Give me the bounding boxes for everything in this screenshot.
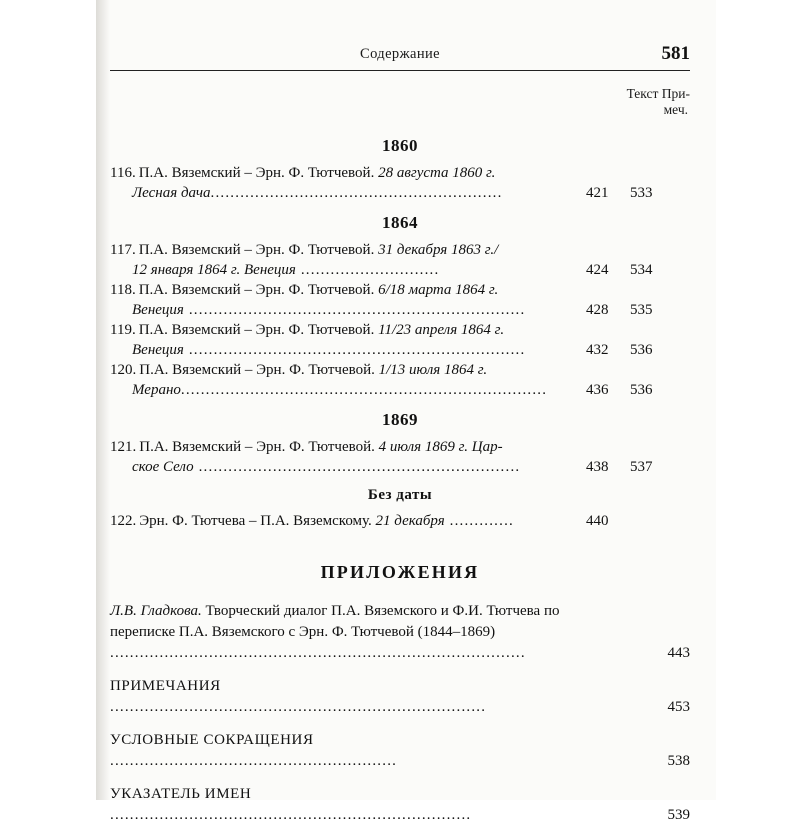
toc-entry-line2-italic: Лесная дача bbox=[132, 184, 211, 201]
appendix-line-page: 538 bbox=[667, 753, 690, 769]
toc-entry-line1-italic: 11/23 апреля 1864 г. bbox=[378, 322, 505, 338]
appendix-line-leader-dots: .......................................................... bbox=[110, 752, 398, 769]
appendix-line-label: УСЛОВНЫЕ СОКРАЩЕНИЯ bbox=[110, 731, 314, 748]
toc-entry-leader-dots: .......................................................................... bbox=[180, 381, 548, 398]
toc-entry-note-page: 535 bbox=[630, 301, 653, 318]
appendix-line bbox=[110, 784, 690, 826]
contents-body bbox=[110, 126, 690, 838]
toc-entry-leader-dots: ................................................................. bbox=[193, 458, 521, 475]
toc-entry-leader-dots: ............................ bbox=[295, 261, 440, 278]
appendix-line-page: 453 bbox=[667, 699, 690, 715]
toc-entry-pages bbox=[586, 381, 690, 401]
toc-entry-number: 122. bbox=[110, 513, 137, 529]
toc-entry-leader-dots: .................................................................... bbox=[183, 301, 526, 318]
toc-entry-text-page: 432 bbox=[586, 341, 609, 358]
toc-entry bbox=[110, 321, 690, 360]
toc-entry bbox=[110, 164, 690, 203]
appendix-line-text bbox=[110, 730, 590, 772]
toc-entry-pages bbox=[586, 261, 690, 281]
toc-entry-text bbox=[110, 241, 602, 280]
toc-entry-text bbox=[110, 438, 602, 477]
toc-entry-line1-italic: 1/13 июля 1864 г. bbox=[378, 362, 488, 378]
toc-entry-line2-italic: Мерано bbox=[132, 381, 181, 398]
appendix-line-text bbox=[110, 784, 590, 826]
toc-entry-leader-dots: ........................................................... bbox=[210, 184, 503, 201]
toc-entry-number: 118. bbox=[110, 282, 136, 298]
toc-entry-pages bbox=[586, 341, 690, 361]
page-number: 581 bbox=[661, 43, 690, 64]
toc-entry bbox=[110, 438, 690, 477]
toc-entry bbox=[110, 241, 690, 280]
appendix-line-page: 539 bbox=[667, 807, 690, 823]
toc-entry-line2-italic: Венеция bbox=[132, 341, 184, 358]
toc-entry-line1-italic: 31 декабря 1863 г./ bbox=[378, 242, 499, 258]
appendix-entry-author: Л.В. Гладкова. bbox=[110, 602, 202, 619]
toc-entry-pages bbox=[586, 458, 690, 478]
section-year-heading: 1860 bbox=[382, 136, 418, 155]
toc-entry-line1-italic: 21 декабря bbox=[375, 513, 445, 529]
appendix-line-label: УКАЗАТЕЛЬ ИМЕН bbox=[110, 785, 252, 802]
toc-entry-number: 119. bbox=[110, 322, 136, 338]
appendix-entry-page: 443 bbox=[667, 645, 690, 661]
toc-entry-text-page: 440 bbox=[586, 513, 609, 529]
toc-entry-text-page: 436 bbox=[586, 381, 609, 398]
appendix-entry bbox=[110, 601, 690, 664]
toc-entry bbox=[110, 361, 690, 400]
toc-entry-pages bbox=[586, 512, 690, 532]
section-year-heading: 1869 bbox=[382, 410, 418, 429]
toc-entry-line2-italic: ское Село bbox=[132, 458, 194, 475]
toc-entry-text-page: 438 bbox=[586, 458, 609, 475]
toc-entry-text bbox=[110, 321, 602, 360]
toc-entry-note-page: 534 bbox=[630, 261, 653, 278]
toc-entry-line1-plain: П.А. Вяземский – Эрн. Ф. Тютчевой. bbox=[139, 439, 379, 455]
toc-entry-pages bbox=[586, 301, 690, 321]
toc-entry-note-page: 533 bbox=[630, 184, 653, 201]
toc-entry-leader-dots: .................................................................... bbox=[183, 341, 526, 358]
toc-entry bbox=[110, 281, 690, 320]
running-head-title: Содержание bbox=[360, 46, 440, 62]
appendix-line-leader-dots: ......................................................................... bbox=[110, 806, 472, 823]
page-content bbox=[110, 0, 690, 823]
toc-entry-text-page: 424 bbox=[586, 261, 609, 278]
toc-entry-line2-italic: 12 января 1864 г. Венеция bbox=[132, 261, 296, 278]
appendix-entry-title: Творческий диалог П.А. Вяземского и Ф.И. Тютчева по переписке П.А. Вяземского с Эрн. Ф. Тютчевой (1844–1869) bbox=[110, 602, 560, 640]
toc-entry-leader-dots: ............. bbox=[444, 513, 514, 529]
appendix-heading: ПРИЛОЖЕНИЯ bbox=[320, 561, 480, 582]
toc-entry-text bbox=[110, 361, 602, 400]
toc-entry-line2-italic: Венеция bbox=[132, 301, 184, 318]
column-headers bbox=[580, 86, 690, 118]
toc-entry-line1-plain: П.А. Вяземский – Эрн. Ф. Тютчевой. bbox=[138, 165, 379, 181]
running-head bbox=[110, 43, 690, 68]
appendix-entry-leader-dots: .................................................................................... bbox=[110, 644, 526, 661]
column-header-line-1: Текст При- bbox=[626, 86, 690, 101]
toc-entry-line1-plain: П.А. Вяземский – Эрн. Ф. Тютчевой. bbox=[138, 322, 379, 338]
toc-entry-pages bbox=[586, 184, 690, 204]
appendix-entry-text bbox=[110, 601, 590, 664]
toc-entry-text bbox=[110, 281, 602, 320]
toc-entry-line1-italic: 28 августа 1860 г. bbox=[378, 165, 496, 181]
section-year-heading: Без даты bbox=[367, 487, 433, 503]
appendix-line-text bbox=[110, 676, 590, 718]
toc-entry-line1-plain: П.А. Вяземский – Эрн. Ф. Тютчевой. bbox=[138, 242, 379, 258]
toc-entry-line1-italic: 6/18 марта 1864 г. bbox=[378, 282, 499, 298]
appendix-line bbox=[110, 730, 690, 772]
toc-entry-number: 121. bbox=[110, 439, 137, 455]
toc-entry-note-page: 537 bbox=[630, 458, 653, 475]
appendix-line-leader-dots: ............................................................................ bbox=[110, 698, 487, 715]
toc-entry-line1-plain: П.А. Вяземский – Эрн. Ф. Тютчевой. bbox=[138, 282, 379, 298]
section-year-heading: 1864 bbox=[382, 213, 418, 232]
toc-entry-number: 120. bbox=[110, 362, 137, 378]
toc-entry-note-page: 536 bbox=[630, 381, 653, 398]
appendix-line-label: ПРИМЕЧАНИЯ bbox=[110, 677, 221, 694]
toc-entry-text bbox=[110, 512, 602, 532]
header-rule bbox=[110, 70, 690, 71]
toc-entry-text bbox=[110, 164, 602, 203]
toc-entry-number: 117. bbox=[110, 242, 136, 258]
toc-entry-number: 116. bbox=[110, 165, 136, 181]
toc-entry-text-page: 421 bbox=[586, 184, 609, 201]
toc-entry bbox=[110, 512, 690, 532]
toc-entry-line1-italic: 4 июля 1869 г. Цар- bbox=[378, 439, 503, 455]
appendix-line bbox=[110, 676, 690, 718]
toc-entry-text-page: 428 bbox=[586, 301, 609, 318]
toc-entry-note-page: 536 bbox=[630, 341, 653, 358]
column-header-line-2: меч. bbox=[663, 102, 688, 117]
page-gutter-shadow bbox=[96, 0, 110, 800]
toc-entry-line1-plain: П.А. Вяземский – Эрн. Ф. Тютчевой. bbox=[139, 362, 379, 378]
toc-entry-line1-plain: Эрн. Ф. Тютчева – П.А. Вяземскому. bbox=[139, 513, 376, 529]
